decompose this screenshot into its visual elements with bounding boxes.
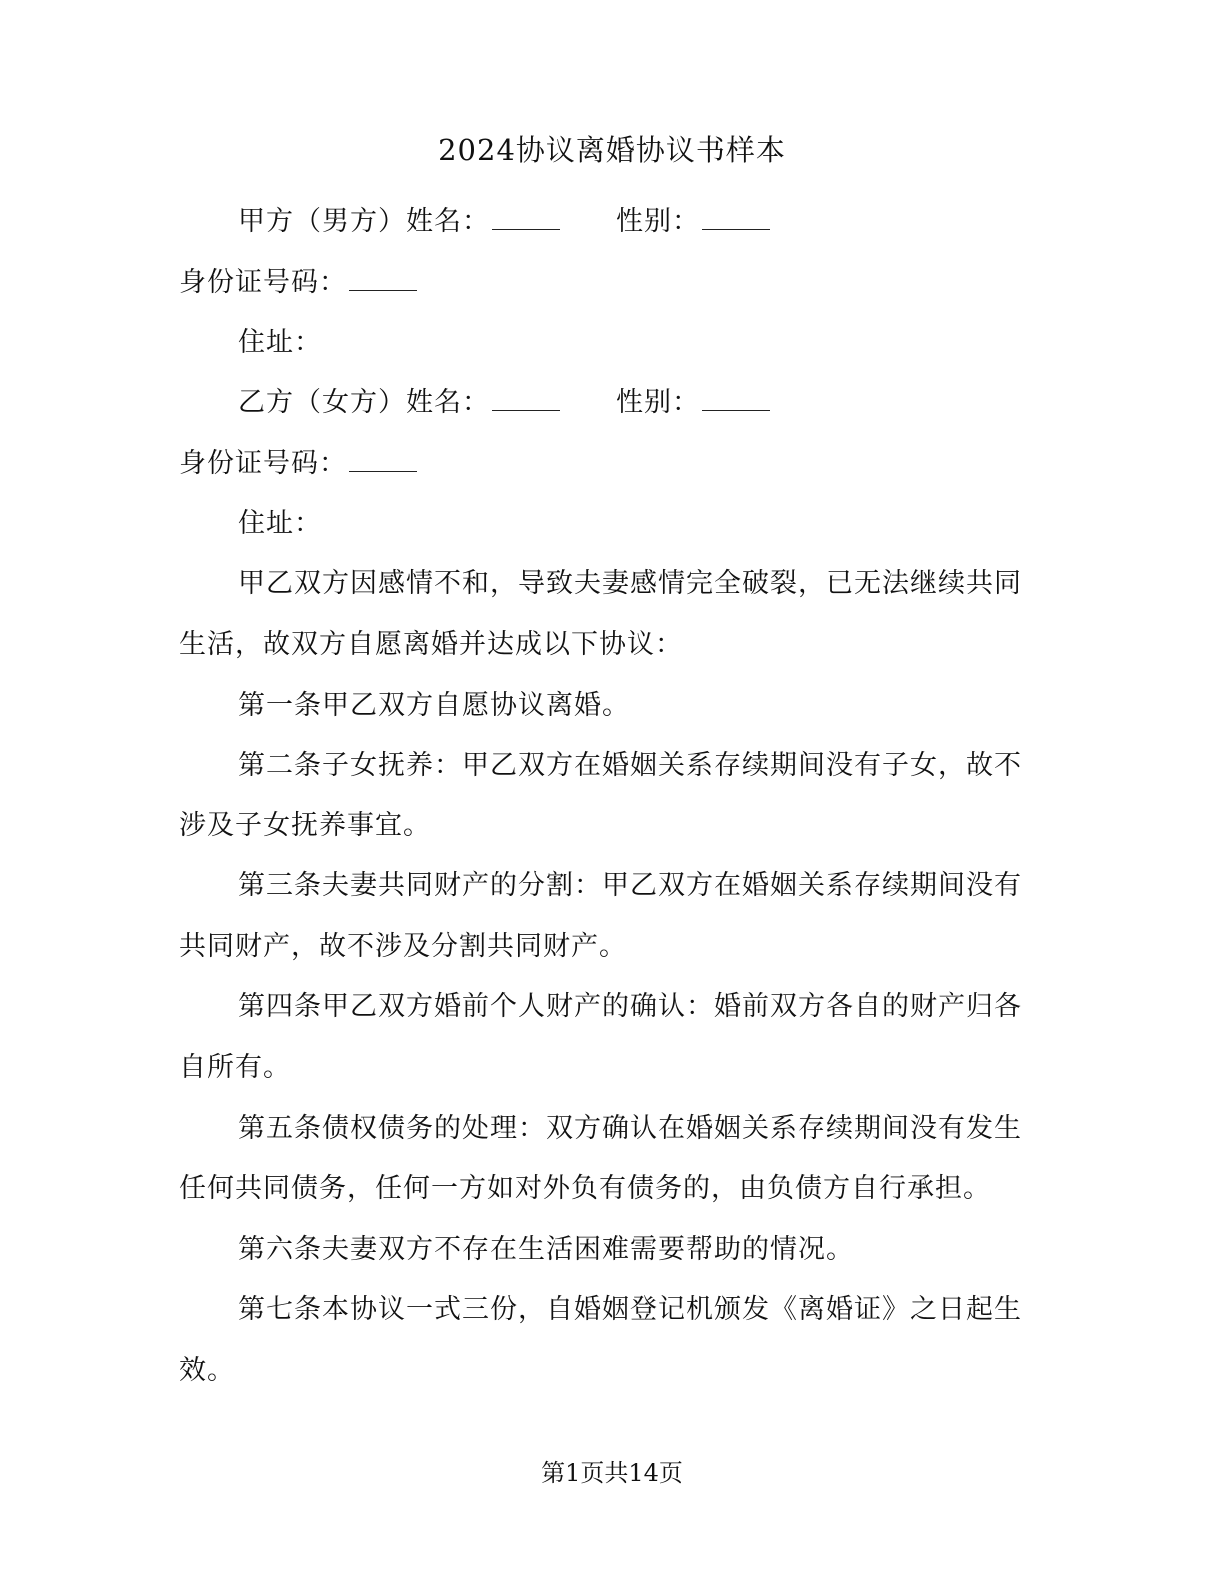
article-2-line-2: 涉及子女抚养事宜。 xyxy=(179,810,431,841)
article-4-line-2: 自所有。 xyxy=(179,1052,291,1083)
party-a-gender-label: 性别： xyxy=(616,206,700,237)
intro-line-1: 甲乙双方因感情不和，导致夫妻感情完全破裂，已无法继续共同 xyxy=(238,568,1022,599)
party-a-address-label: 住址： xyxy=(238,327,322,358)
intro-line-2: 生活，故双方自愿离婚并达成以下协议： xyxy=(179,629,683,660)
document-title: 2024协议离婚协议书样本 xyxy=(438,133,786,167)
party-a-id-label: 身份证号码： xyxy=(179,267,347,298)
party-b-name-label: 乙方（女方）姓名： xyxy=(238,387,490,418)
party-a-id-blank[interactable] xyxy=(349,264,417,291)
article-7-line-2: 效。 xyxy=(179,1355,235,1386)
article-5-line-2: 任何共同债务，任何一方如对外负有债务的，由负债方自行承担。 xyxy=(179,1173,991,1204)
party-b-gender-blank[interactable] xyxy=(702,384,770,411)
party-b-row xyxy=(238,383,770,423)
article-6: 第六条夫妻双方不存在生活困难需要帮助的情况。 xyxy=(238,1234,854,1265)
party-a-gender-blank[interactable] xyxy=(702,203,770,230)
article-3-line-2: 共同财产，故不涉及分割共同财产。 xyxy=(179,931,627,962)
page-number: 第1页共14页 xyxy=(541,1459,683,1487)
article-1: 第一条甲乙双方自愿协议离婚。 xyxy=(238,690,630,721)
party-a-row xyxy=(238,202,770,242)
party-b-name-blank[interactable] xyxy=(492,384,560,411)
party-a-address-row xyxy=(238,323,322,363)
article-7-line-1: 第七条本协议一式三份，自婚姻登记机颁发《离婚证》之日起生 xyxy=(238,1294,1022,1325)
party-b-address-row xyxy=(238,504,322,544)
party-a-name-blank[interactable] xyxy=(492,203,560,230)
party-a-id-row xyxy=(179,263,417,303)
article-5-line-1: 第五条债权债务的处理：双方确认在婚姻关系存续期间没有发生 xyxy=(238,1113,1022,1144)
party-b-gender-label: 性别： xyxy=(616,387,700,418)
article-2-line-1: 第二条子女抚养：甲乙双方在婚姻关系存续期间没有子女，故不 xyxy=(238,750,1022,781)
article-3-line-1: 第三条夫妻共同财产的分割：甲乙双方在婚姻关系存续期间没有 xyxy=(238,870,1022,901)
article-4-line-1: 第四条甲乙双方婚前个人财产的确认：婚前双方各自的财产归各 xyxy=(238,991,1022,1022)
party-b-id-label: 身份证号码： xyxy=(179,448,347,479)
party-b-id-row xyxy=(179,444,417,484)
party-b-address-label: 住址： xyxy=(238,508,322,539)
party-a-name-label: 甲方（男方）姓名： xyxy=(238,206,490,237)
party-b-id-blank[interactable] xyxy=(349,445,417,472)
